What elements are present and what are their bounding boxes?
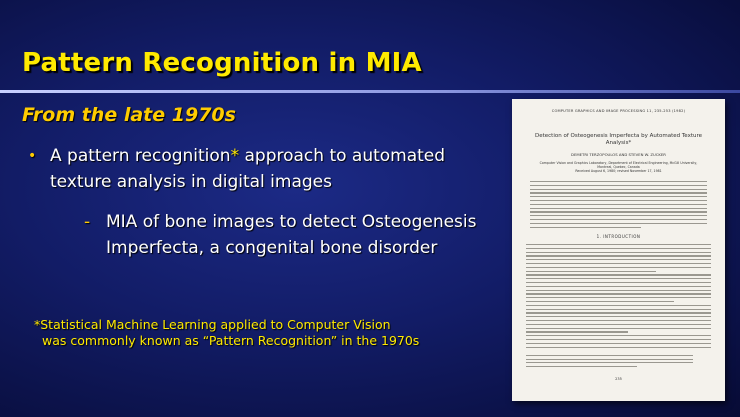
paper-affiliation-text: Computer Vision and Graphics Laboratory, Department of Electrical Engineering, McGill University, Montreal, Quebec, Canada [539, 161, 698, 169]
sub-bullet-item [84, 209, 504, 261]
bullet-text [50, 143, 508, 195]
bullet-dot-icon: • [28, 148, 37, 164]
bullet-text-part1: A pattern recognition [50, 146, 231, 166]
paper-authors: DEMETRI TERZOPOULOS AND STEVEN W. ZUCKER [571, 152, 666, 157]
slide-title: Pattern Recognition in MIA [22, 48, 422, 78]
slide-subtitle: From the late 1970s [22, 104, 236, 126]
sub-bullet-text: MIA of bone images to detect Osteogenesis Imperfecta, a congenital bone disorder [106, 212, 477, 258]
bullet-item [28, 143, 508, 195]
footnote-line2: was commonly known as “Pattern Recognition” in the 1970s [42, 333, 420, 348]
footnote [34, 317, 504, 349]
paper-header: COMPUTER GRAPHICS AND IMAGE PROCESSING 11, 235-253 (1982) [551, 109, 686, 113]
bullet-text-part2: approach to automated texture analysis in digital images [50, 146, 446, 192]
paper-body-lines [526, 244, 711, 350]
paper-abstract-lines [526, 181, 711, 230]
paper-received: Received August 6, 1980; revised November 17, 1981 [575, 169, 662, 173]
footnote-marker: * [230, 146, 240, 166]
paper-affiliation [532, 161, 705, 173]
paper-section-heading: 1. INTRODUCTION [596, 234, 641, 239]
paper-title: Detection of Osteogenesis Imperfecta by Automated Texture Analysis* [534, 133, 702, 146]
paper-thumbnail [512, 99, 725, 401]
footnote-line1: *Statistical Machine Learning applied to Computer Vision [34, 317, 391, 332]
sub-bullet-dash: - [84, 212, 91, 232]
title-divider [0, 90, 740, 93]
paper-footnote-lines [526, 355, 711, 369]
paper-page-number: 235 [615, 377, 622, 381]
